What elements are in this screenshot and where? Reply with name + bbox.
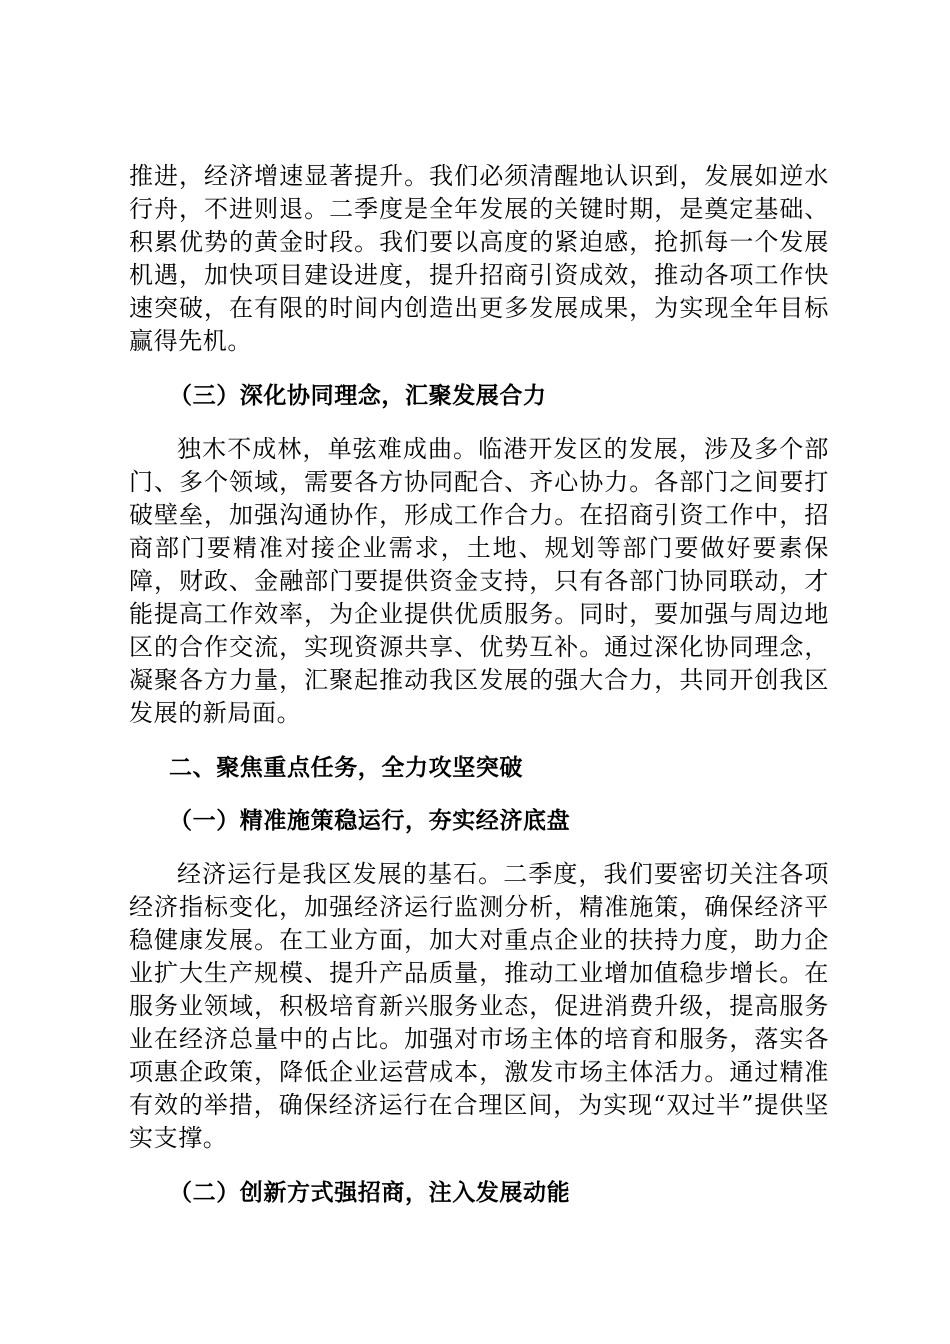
document-page — [129, 160, 829, 1210]
paragraph-economic-operation: 经济运行是我区发展的基石。二季度，我们要密切关注各项经济指标变化，加强经济运行监测分析，精准施策，确保经济平稳健康发展。在工业方面，加大对重点企业的扶持力度，助力企业扩大生产规模、提升产品质量，推动工业增加值稳步增长。在服务业领域，积极培育新兴服务业态，促进消费升级，提高服务业在经济总量中的占比。加强对市场主体的培育和服务，落实各项惠企政策，降低企业运营成本，激发市场主体活力。通过精准有效的举措，确保经济运行在合理区间，为实现“双过半”提供坚实支撑。 — [129, 860, 829, 1152]
heading-deepen-coordination: （三）深化协同理念，汇聚发展合力 — [169, 383, 547, 409]
paragraph-continuation: 推进，经济增速显著提升。我们必须清醒地认识到，发展如逆水行舟，不进则退。二季度是全年发展的关键时期，是奠定基础、积累优势的黄金时段。我们要以高度的紧迫感，抢抓每一个发展机遇，加快项目建设进度，提升招商引资成效，推动各项工作快速突破，在有限的时间内创造出更多发展成果，为实现全年目标赢得先机。 — [129, 162, 829, 355]
heading-precise-policy: （一）精准施策稳运行，夯实经济底盘 — [169, 808, 571, 834]
paragraph-coordination: 独木不成林，单弦难成曲。临港开发区的发展，涉及多个部门、多个领域，需要各方协同配合、齐心协力。各部门之间要打破壁垒，加强沟通协作，形成工作合力。在招商引资工作中，招商部门要精准对接企业需求，土地、规划等部门要做好要素保障，财政、金融部门要提供资金支持，只有各部门协同联动，才能提高工作效率，为企业提供优质服务。同时，要加强与周边地区的合作交流，实现资源共享、优势互补。通过深化协同理念，凝聚各方力量，汇聚起推动我区发展的强大合力，共同开创我区发展的新局面。 — [129, 435, 829, 727]
heading-key-tasks: 二、聚焦重点任务，全力攻坚突破 — [169, 755, 523, 781]
heading-innovative-investment: （二）创新方式强招商，注入发展动能 — [169, 1180, 571, 1206]
